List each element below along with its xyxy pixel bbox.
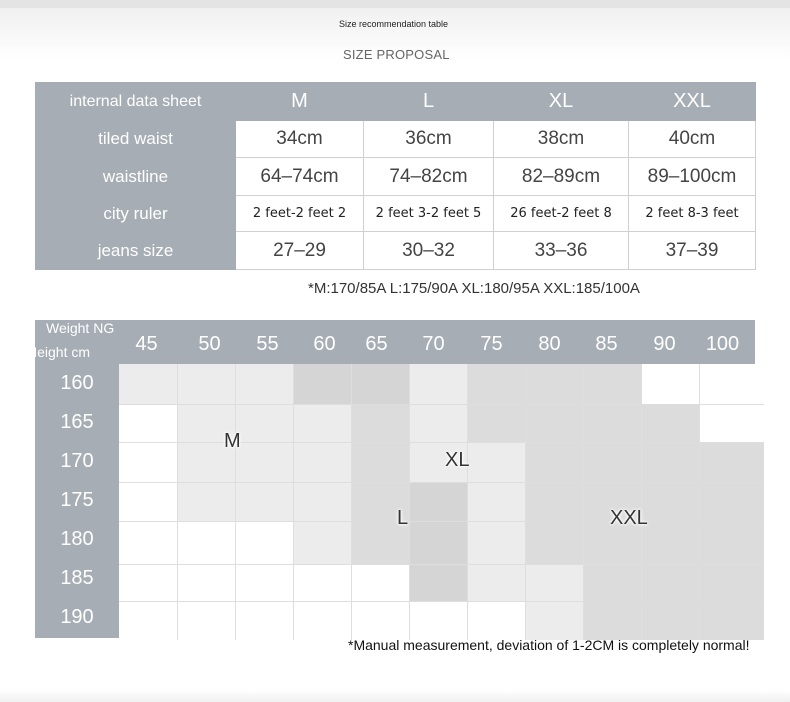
grid-cell xyxy=(119,522,177,564)
grid-cell xyxy=(119,405,177,442)
grid-cell xyxy=(584,364,641,404)
grid-cell xyxy=(410,602,467,640)
grid-cell xyxy=(119,565,177,601)
grid-cell xyxy=(526,565,583,601)
grid-cell xyxy=(352,443,409,482)
size-header-m: M xyxy=(236,83,364,121)
height-label: 160 xyxy=(60,372,94,394)
grid-cell xyxy=(584,565,641,601)
grid-cell xyxy=(584,405,641,442)
grid-cell xyxy=(352,405,409,442)
weight-height-chart xyxy=(27,320,755,638)
grid-cell xyxy=(410,483,467,521)
grid-cell xyxy=(468,565,525,601)
zone-label-m: M xyxy=(224,430,241,452)
grid-cell xyxy=(294,405,351,442)
grid-cell xyxy=(178,602,235,640)
grid-cell xyxy=(119,602,177,640)
weight-label: 90 xyxy=(653,333,676,355)
grid-cell xyxy=(468,364,525,404)
grid-cell xyxy=(584,602,641,640)
top-band xyxy=(0,0,790,8)
grid-cell xyxy=(642,565,699,601)
weight-label: 60 xyxy=(313,333,336,355)
row-label: jeans size xyxy=(36,232,236,270)
size-header-xl: XL xyxy=(494,83,629,121)
grid-cell xyxy=(294,443,351,482)
measurement-disclaimer: *Manual measurement, deviation of 1-2CM is completely normal! xyxy=(348,637,750,653)
size-table xyxy=(35,82,756,270)
table-cell: 82–89cm xyxy=(494,158,629,196)
zone-label-xl: XL xyxy=(445,449,470,471)
grid-cell xyxy=(468,443,525,482)
grid-cell xyxy=(178,522,235,564)
table-cell: 40cm xyxy=(629,121,756,158)
page-subtitle: Size recommendation table xyxy=(339,19,449,29)
grid-cell xyxy=(468,602,525,640)
height-label: 165 xyxy=(60,411,94,433)
grid-cell xyxy=(468,522,525,564)
grid-cell xyxy=(294,364,351,404)
grid-cell xyxy=(236,483,293,521)
table-cell: 38cm xyxy=(494,121,629,158)
table-cell: 89–100cm xyxy=(629,158,756,196)
grid-cell xyxy=(526,602,583,640)
grid-cell xyxy=(410,405,467,442)
size-header-xxl: XXL xyxy=(629,83,756,121)
grid-cell xyxy=(178,364,235,404)
grid-cell xyxy=(236,364,293,404)
grid-cell xyxy=(642,443,699,482)
grid-cell xyxy=(410,565,467,601)
table-cell: 26 feet-2 feet 8 xyxy=(494,196,629,232)
grid-cell xyxy=(526,522,583,564)
row-label: waistline xyxy=(36,158,236,196)
weight-label: 55 xyxy=(256,333,279,355)
grid-cell xyxy=(526,443,583,482)
grid-cell xyxy=(700,522,764,564)
grid-cell xyxy=(700,443,764,482)
size-header-row xyxy=(36,83,756,121)
row-label: city ruler xyxy=(36,196,236,232)
grid-cell xyxy=(178,483,235,521)
grid-cell xyxy=(410,522,467,564)
weight-label: 85 xyxy=(595,333,618,355)
weight-label: 75 xyxy=(480,333,503,355)
height-label: 170 xyxy=(60,450,94,472)
size-header-l: L xyxy=(364,83,494,121)
grid-cell xyxy=(352,364,409,404)
grid-cell xyxy=(294,483,351,521)
grid-cell xyxy=(294,565,351,601)
weight-label: 65 xyxy=(365,333,388,355)
city-ruler-row xyxy=(36,196,756,232)
table-cell: 34cm xyxy=(236,121,364,158)
table-cell: 30–32 xyxy=(364,232,494,270)
table-cell: 2 feet 3-2 feet 5 xyxy=(364,196,494,232)
grid-cell xyxy=(119,364,177,404)
weight-label: 45 xyxy=(135,333,158,355)
grid-cell xyxy=(642,483,699,521)
table-cell: 27–29 xyxy=(236,232,364,270)
size-grid xyxy=(119,364,764,640)
grid-cell xyxy=(236,522,293,564)
grid-cell xyxy=(236,443,293,482)
jeans-size-row xyxy=(36,232,756,270)
size-standards-note: *M:170/85A L:175/90A XL:180/95A XXL:185/100A xyxy=(308,280,640,297)
weight-label: 50 xyxy=(198,333,221,355)
grid-cell xyxy=(584,443,641,482)
grid-cell xyxy=(178,565,235,601)
grid-cell xyxy=(468,405,525,442)
grid-cell xyxy=(352,602,409,640)
grid-cell xyxy=(526,405,583,442)
grid-cell xyxy=(700,602,764,640)
row-label: tiled waist xyxy=(36,121,236,158)
grid-cell xyxy=(642,364,699,404)
size-table-corner: internal data sheet xyxy=(36,83,236,121)
zone-label-l: L xyxy=(397,507,409,529)
table-cell: 33–36 xyxy=(494,232,629,270)
grid-cell xyxy=(700,565,764,601)
grid-cell xyxy=(410,364,467,404)
grid-cell xyxy=(294,602,351,640)
grid-cell xyxy=(294,522,351,564)
tiled-waist-row xyxy=(36,121,756,158)
height-label: 190 xyxy=(60,606,94,628)
weight-label: 70 xyxy=(422,333,445,355)
page-title: SIZE PROPOSAL xyxy=(343,47,450,62)
table-cell: 36cm xyxy=(364,121,494,158)
grid-cell xyxy=(642,405,699,442)
weight-axis-label: Weight NG xyxy=(46,320,115,336)
height-label: 185 xyxy=(60,567,94,589)
table-cell: 74–82cm xyxy=(364,158,494,196)
grid-cell xyxy=(700,483,764,521)
grid-cell xyxy=(642,522,699,564)
grid-cell xyxy=(236,602,293,640)
height-label: 180 xyxy=(60,528,94,550)
grid-cell xyxy=(119,483,177,521)
grid-cell xyxy=(236,405,293,442)
table-cell: 2 feet-2 feet 2 xyxy=(236,196,364,232)
weight-label: 80 xyxy=(538,333,561,355)
grid-cell xyxy=(119,443,177,482)
height-axis-label: Height cm xyxy=(27,344,91,360)
zone-label-xxl: XXL xyxy=(610,507,648,529)
waistline-row xyxy=(36,158,756,196)
grid-cell xyxy=(642,602,699,640)
table-cell: 37–39 xyxy=(629,232,756,270)
height-label: 175 xyxy=(60,489,94,511)
grid-cell xyxy=(526,483,583,521)
grid-cell xyxy=(700,405,764,442)
table-cell: 2 feet 8-3 feet xyxy=(629,196,756,232)
grid-cell xyxy=(526,364,583,404)
table-cell: 64–74cm xyxy=(236,158,364,196)
grid-cell xyxy=(700,364,764,404)
grid-cell xyxy=(352,565,409,601)
grid-cell xyxy=(236,565,293,601)
grid-cell xyxy=(468,483,525,521)
weight-label: 100 xyxy=(705,333,740,355)
